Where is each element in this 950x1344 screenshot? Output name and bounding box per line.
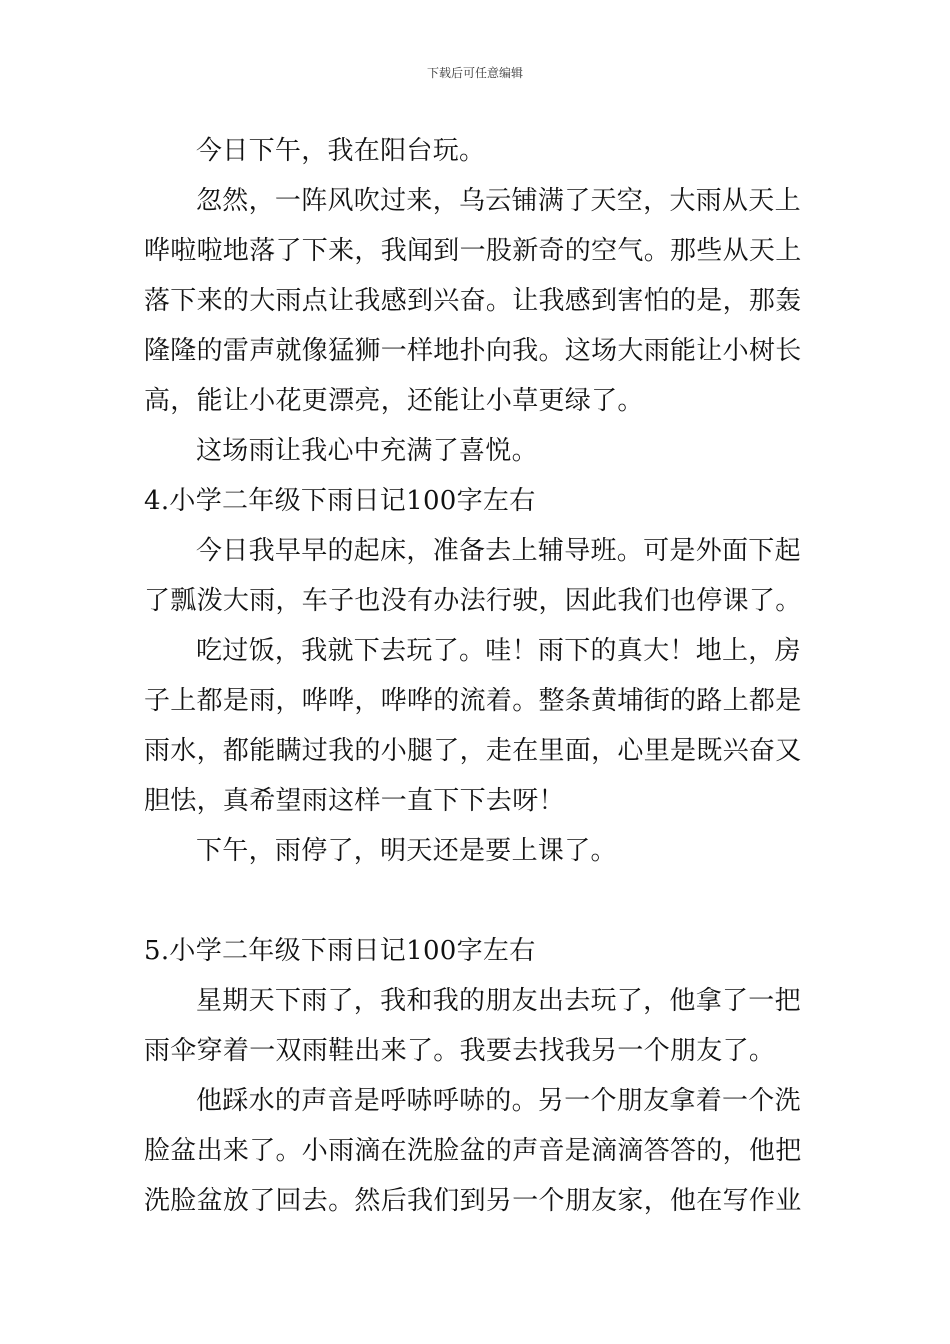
paragraph: 下午，雨停了，明天还是要上课了。 (196, 836, 617, 866)
paragraph: 今日我早早的起床，准备去上辅导班。可是外面下起了瓢泼大雨，车子也没有办法行驶，因此我们也停课了。 (144, 536, 802, 616)
paragraph: 星期天下雨了，我和我的朋友出去玩了，他拿了一把雨伞穿着一双雨鞋出来了。我要去找我另一个朋友了。 (144, 986, 801, 1066)
section-spacer (144, 876, 808, 926)
paragraph: 吃过饭，我就下去玩了。哇！雨下的真大！地上，房子上都是雨，哗哗，哗哗的流着。整条黄埔街的路上都是雨水，都能瞒过我的小腿了，走在里面，心里是既兴奋又胆怯，真希望雨这样一直下下去呀！ (144, 636, 802, 816)
paragraph: 忽然，一阵风吹过来，乌云铺满了天空，大雨从天上哗啦啦地落了下来，我闻到一股新奇的空气。那些从天上落下来的大雨点让我感到兴奋。让我感到害怕的是，那轰隆隆的雷声就像猛狮一样地扑向我。这场大雨能让小树长高，能让小花更漂亮，还能让小草更绿了。 (144, 186, 802, 416)
paragraph: 今日下午，我在阳台玩。 (196, 136, 486, 166)
page-header-note: 下载后可任意编辑 (426, 66, 523, 80)
paragraph: 这场雨让我心中充满了喜悦。 (196, 436, 538, 466)
section-heading: 4.小学二年级下雨日记100字左右 (144, 486, 536, 516)
document-body (144, 126, 808, 1226)
section-heading: 5.小学二年级下雨日记100字左右 (144, 936, 536, 966)
paragraph: 他踩水的声音是呼哧呼哧的。另一个朋友拿着一个洗脸盆出来了。小雨滴在洗脸盆的声音是滴滴答答的，他把洗脸盆放了回去。然后我们到另一个朋友家，他在写作业 (144, 1086, 802, 1216)
